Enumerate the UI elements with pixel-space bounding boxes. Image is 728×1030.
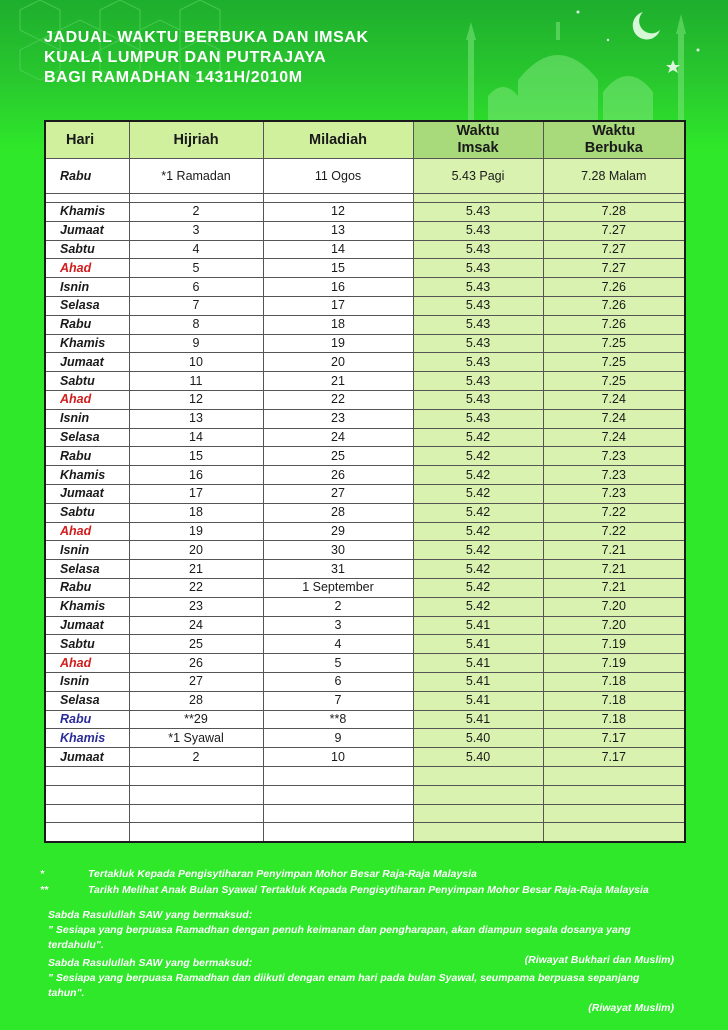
cell-date: 24 (263, 428, 413, 447)
cell-day: Rabu (45, 159, 129, 194)
cell-empty (263, 823, 413, 842)
cell-imsak: 5.43 (413, 240, 543, 259)
cell-hijri: 27 (129, 672, 263, 691)
table-row (45, 390, 685, 409)
cell-day: Sabtu (45, 503, 129, 522)
cell-empty (129, 766, 263, 785)
cell-berbuka: 7.20 (543, 597, 685, 616)
cell-hijri: 11 (129, 372, 263, 391)
table-row (45, 278, 685, 297)
cell-hijri: 21 (129, 560, 263, 579)
page-title (44, 28, 369, 88)
header-miladiah: Miladiah (263, 121, 413, 159)
cell-imsak: 5.43 (413, 334, 543, 353)
table-row (45, 447, 685, 466)
cell-date: 11 Ogos (263, 159, 413, 194)
cell-hijri: 2 (129, 748, 263, 767)
hadith-heading: Sabda Rasulullah SAW yang bermaksud: (48, 909, 253, 921)
cell-hijri: 10 (129, 353, 263, 372)
cell-date: 18 (263, 315, 413, 334)
cell-date: 7 (263, 691, 413, 710)
cell-date: 6 (263, 672, 413, 691)
cell-berbuka: 7.28 (543, 203, 685, 222)
cell-empty (543, 766, 685, 785)
cell-berbuka: 7.21 (543, 541, 685, 560)
cell-empty (129, 804, 263, 823)
cell-imsak: 5.42 (413, 560, 543, 579)
cell-imsak: 5.42 (413, 597, 543, 616)
cell-date: 26 (263, 466, 413, 485)
cell-date: 31 (263, 560, 413, 579)
cell-hijri: 26 (129, 654, 263, 673)
cell-imsak: 5.43 (413, 409, 543, 428)
table-row (45, 578, 685, 597)
cell-berbuka: 7.24 (543, 428, 685, 447)
cell-day: Selasa (45, 428, 129, 447)
cell-berbuka: 7.22 (543, 503, 685, 522)
cell-berbuka: 7.19 (543, 654, 685, 673)
cell-date: 22 (263, 390, 413, 409)
cell-day: Isnin (45, 409, 129, 428)
table-header-row (45, 121, 685, 159)
cell-date: 29 (263, 522, 413, 541)
cell-empty (413, 194, 543, 203)
table-row-empty (45, 766, 685, 785)
cell-empty (413, 804, 543, 823)
cell-empty (45, 766, 129, 785)
cell-date: 17 (263, 296, 413, 315)
cell-date: 12 (263, 203, 413, 222)
cell-imsak: 5.42 (413, 578, 543, 597)
cell-empty (543, 804, 685, 823)
table-row (45, 372, 685, 391)
hadith-heading: Sabda Rasulullah SAW yang bermaksud: (48, 957, 253, 969)
cell-day: Rabu (45, 315, 129, 334)
cell-berbuka: 7.21 (543, 560, 685, 579)
cell-empty (45, 823, 129, 842)
table-row (45, 710, 685, 729)
header-imsak-line1: Waktu (456, 123, 500, 139)
cell-berbuka: 7.23 (543, 466, 685, 485)
cell-empty (129, 194, 263, 203)
table-row-first (45, 159, 685, 194)
hadith-reference: (Riwayat Muslim) (588, 1002, 674, 1014)
cell-hijri: 25 (129, 635, 263, 654)
cell-berbuka: 7.25 (543, 372, 685, 391)
cell-day: Khamis (45, 334, 129, 353)
table-row (45, 203, 685, 222)
cell-berbuka: 7.24 (543, 409, 685, 428)
table-row (45, 240, 685, 259)
cell-day: Sabtu (45, 372, 129, 391)
cell-empty (263, 785, 413, 804)
cell-empty (129, 785, 263, 804)
footnote-2 (40, 882, 690, 898)
cell-date: 5 (263, 654, 413, 673)
cell-berbuka: 7.24 (543, 390, 685, 409)
cell-hijri: 18 (129, 503, 263, 522)
cell-day: Khamis (45, 466, 129, 485)
cell-day: Ahad (45, 390, 129, 409)
cell-berbuka: 7.18 (543, 672, 685, 691)
cell-berbuka: 7.21 (543, 578, 685, 597)
cell-hijri: 28 (129, 691, 263, 710)
cell-day: Ahad (45, 259, 129, 278)
cell-date: 16 (263, 278, 413, 297)
cell-hijri: 24 (129, 616, 263, 635)
table-row (45, 221, 685, 240)
cell-date: 9 (263, 729, 413, 748)
table-row (45, 522, 685, 541)
cell-date: 14 (263, 240, 413, 259)
header-imsak-line2: Imsak (457, 140, 499, 156)
cell-berbuka: 7.18 (543, 710, 685, 729)
header-waktu-imsak (413, 121, 543, 159)
cell-day: Selasa (45, 560, 129, 579)
table-row (45, 466, 685, 485)
cell-day: Khamis (45, 203, 129, 222)
cell-imsak: 5.41 (413, 710, 543, 729)
cell-date: 3 (263, 616, 413, 635)
cell-imsak: 5.43 (413, 353, 543, 372)
cell-imsak: 5.43 (413, 315, 543, 334)
cell-hijri: 2 (129, 203, 263, 222)
cell-berbuka: 7.26 (543, 278, 685, 297)
header-waktu-berbuka (543, 121, 685, 159)
cell-imsak: 5.42 (413, 428, 543, 447)
cell-date: 30 (263, 541, 413, 560)
table-row (45, 409, 685, 428)
cell-empty (129, 823, 263, 842)
cell-date: **8 (263, 710, 413, 729)
cell-berbuka: 7.17 (543, 748, 685, 767)
cell-berbuka: 7.28 Malam (543, 159, 685, 194)
cell-imsak: 5.42 (413, 447, 543, 466)
cell-day: Ahad (45, 522, 129, 541)
cell-date: 19 (263, 334, 413, 353)
cell-berbuka: 7.17 (543, 729, 685, 748)
cell-day: Rabu (45, 578, 129, 597)
cell-berbuka: 7.27 (543, 259, 685, 278)
cell-berbuka: 7.22 (543, 522, 685, 541)
cell-empty (543, 823, 685, 842)
table-row-empty (45, 823, 685, 842)
cell-hijri: 15 (129, 447, 263, 466)
footnote-1 (40, 866, 690, 882)
cell-hijri: 23 (129, 597, 263, 616)
cell-imsak: 5.40 (413, 748, 543, 767)
header-berbuka-line1: Waktu (592, 123, 636, 139)
cell-empty (413, 766, 543, 785)
cell-berbuka: 7.26 (543, 296, 685, 315)
cell-berbuka: 7.20 (543, 616, 685, 635)
cell-hijri: 12 (129, 390, 263, 409)
cell-hijri: 7 (129, 296, 263, 315)
cell-hijri: 16 (129, 466, 263, 485)
hadith-reference: (Riwayat Bukhari dan Muslim) (524, 954, 674, 966)
cell-berbuka: 7.27 (543, 240, 685, 259)
hadith-text: " Sesiapa yang berpuasa Ramadhan dan diikuti dengan enam hari pada bulan Syawal, seumpama berpuasa sepanjang tahun". (48, 972, 640, 999)
cell-day: Khamis (45, 597, 129, 616)
title-line-2: KUALA LUMPUR DAN PUTRAJAYA (44, 49, 327, 66)
cell-date: 27 (263, 484, 413, 503)
cell-hijri: 13 (129, 409, 263, 428)
cell-day: Khamis (45, 729, 129, 748)
cell-empty (543, 194, 685, 203)
cell-day: Sabtu (45, 240, 129, 259)
cell-berbuka: 7.19 (543, 635, 685, 654)
footnote-text: Tertakluk Kepada Pengisytiharan Penyimpan Mohor Besar Raja-Raja Malaysia (88, 868, 477, 880)
cell-berbuka: 7.25 (543, 353, 685, 372)
cell-date: 13 (263, 221, 413, 240)
table-row (45, 635, 685, 654)
title-line-3: BAGI RAMADHAN 1431H/2010M (44, 69, 303, 86)
schedule-table (44, 120, 686, 843)
cell-date: 28 (263, 503, 413, 522)
cell-day: Jumaat (45, 353, 129, 372)
cell-hijri: 3 (129, 221, 263, 240)
cell-imsak: 5.43 (413, 259, 543, 278)
cell-empty (263, 804, 413, 823)
cell-day: Selasa (45, 691, 129, 710)
cell-imsak: 5.42 (413, 466, 543, 485)
header-berbuka-line2: Berbuka (584, 140, 643, 156)
cell-empty (543, 785, 685, 804)
table-row (45, 654, 685, 673)
cell-imsak: 5.42 (413, 541, 543, 560)
table-row (45, 259, 685, 278)
cell-date: 23 (263, 409, 413, 428)
cell-imsak: 5.41 (413, 616, 543, 635)
cell-hijri: 5 (129, 259, 263, 278)
footnote-text: Tarikh Melihat Anak Bulan Syawal Tertakluk Kepada Pengisytiharan Penyimpan Mohor Besar Raja-Raja Malaysia (88, 884, 649, 896)
cell-imsak: 5.42 (413, 503, 543, 522)
cell-empty (263, 766, 413, 785)
cell-imsak: 5.42 (413, 484, 543, 503)
cell-hijri: *1 Syawal (129, 729, 263, 748)
cell-day: Isnin (45, 541, 129, 560)
title-line-1: JADUAL WAKTU BERBUKA DAN IMSAK (44, 29, 369, 46)
cell-imsak: 5.43 (413, 221, 543, 240)
table-row (45, 296, 685, 315)
table-row-spacer (45, 194, 685, 203)
table-row (45, 503, 685, 522)
cell-day: Jumaat (45, 484, 129, 503)
cell-date: 21 (263, 372, 413, 391)
table-row (45, 672, 685, 691)
header-hari: Hari (45, 121, 129, 159)
cell-imsak: 5.43 (413, 203, 543, 222)
cell-berbuka: 7.26 (543, 315, 685, 334)
cell-imsak: 5.41 (413, 635, 543, 654)
cell-imsak: 5.41 (413, 691, 543, 710)
table-row (45, 484, 685, 503)
cell-day: Isnin (45, 672, 129, 691)
table-row (45, 748, 685, 767)
cell-day: Isnin (45, 278, 129, 297)
cell-empty (45, 194, 129, 203)
cell-imsak: 5.43 (413, 372, 543, 391)
cell-hijri: 20 (129, 541, 263, 560)
cell-day: Ahad (45, 654, 129, 673)
cell-empty (413, 785, 543, 804)
footnote-mark: * (40, 868, 45, 880)
cell-empty (45, 785, 129, 804)
table-row (45, 691, 685, 710)
cell-hijri: 4 (129, 240, 263, 259)
cell-berbuka: 7.27 (543, 221, 685, 240)
cell-empty (45, 804, 129, 823)
table-row (45, 616, 685, 635)
table-row-empty (45, 785, 685, 804)
cell-berbuka: 7.23 (543, 484, 685, 503)
cell-day: Jumaat (45, 221, 129, 240)
cell-berbuka: 7.18 (543, 691, 685, 710)
cell-hijri: 14 (129, 428, 263, 447)
table-row (45, 729, 685, 748)
cell-imsak: 5.40 (413, 729, 543, 748)
cell-date: 1 September (263, 578, 413, 597)
cell-date: 10 (263, 748, 413, 767)
cell-imsak: 5.43 Pagi (413, 159, 543, 194)
cell-hijri: 8 (129, 315, 263, 334)
header-hijriah: Hijriah (129, 121, 263, 159)
table-row (45, 560, 685, 579)
cell-imsak: 5.43 (413, 278, 543, 297)
cell-imsak: 5.41 (413, 654, 543, 673)
cell-hijri: 22 (129, 578, 263, 597)
cell-empty (413, 823, 543, 842)
cell-hijri: 6 (129, 278, 263, 297)
mosque-silhouette-icon (428, 0, 728, 122)
cell-day: Rabu (45, 447, 129, 466)
cell-date: 25 (263, 447, 413, 466)
table-row (45, 428, 685, 447)
cell-hijri: 19 (129, 522, 263, 541)
cell-imsak: 5.42 (413, 522, 543, 541)
cell-berbuka: 7.23 (543, 447, 685, 466)
footnote-mark: ** (40, 884, 49, 896)
hadith-text: " Sesiapa yang berpuasa Ramadhan dengan penuh keimanan dan pengharapan, akan diampun segala dosanya yang terdahulu". (48, 924, 631, 951)
cell-imsak: 5.41 (413, 672, 543, 691)
cell-hijri: *1 Ramadan (129, 159, 263, 194)
cell-imsak: 5.43 (413, 390, 543, 409)
cell-day: Jumaat (45, 616, 129, 635)
footnotes (40, 866, 690, 898)
cell-hijri: 17 (129, 484, 263, 503)
cell-hijri: **29 (129, 710, 263, 729)
table-row (45, 315, 685, 334)
table-row (45, 541, 685, 560)
cell-day: Sabtu (45, 635, 129, 654)
cell-berbuka: 7.25 (543, 334, 685, 353)
cell-day: Selasa (45, 296, 129, 315)
cell-date: 2 (263, 597, 413, 616)
table-row (45, 353, 685, 372)
table-row (45, 334, 685, 353)
table-row-empty (45, 804, 685, 823)
hadith-block-2 (48, 956, 678, 1016)
cell-day: Jumaat (45, 748, 129, 767)
cell-date: 4 (263, 635, 413, 654)
cell-date: 20 (263, 353, 413, 372)
cell-date: 15 (263, 259, 413, 278)
cell-hijri: 9 (129, 334, 263, 353)
cell-empty (263, 194, 413, 203)
cell-imsak: 5.43 (413, 296, 543, 315)
table-row (45, 597, 685, 616)
cell-day: Rabu (45, 710, 129, 729)
